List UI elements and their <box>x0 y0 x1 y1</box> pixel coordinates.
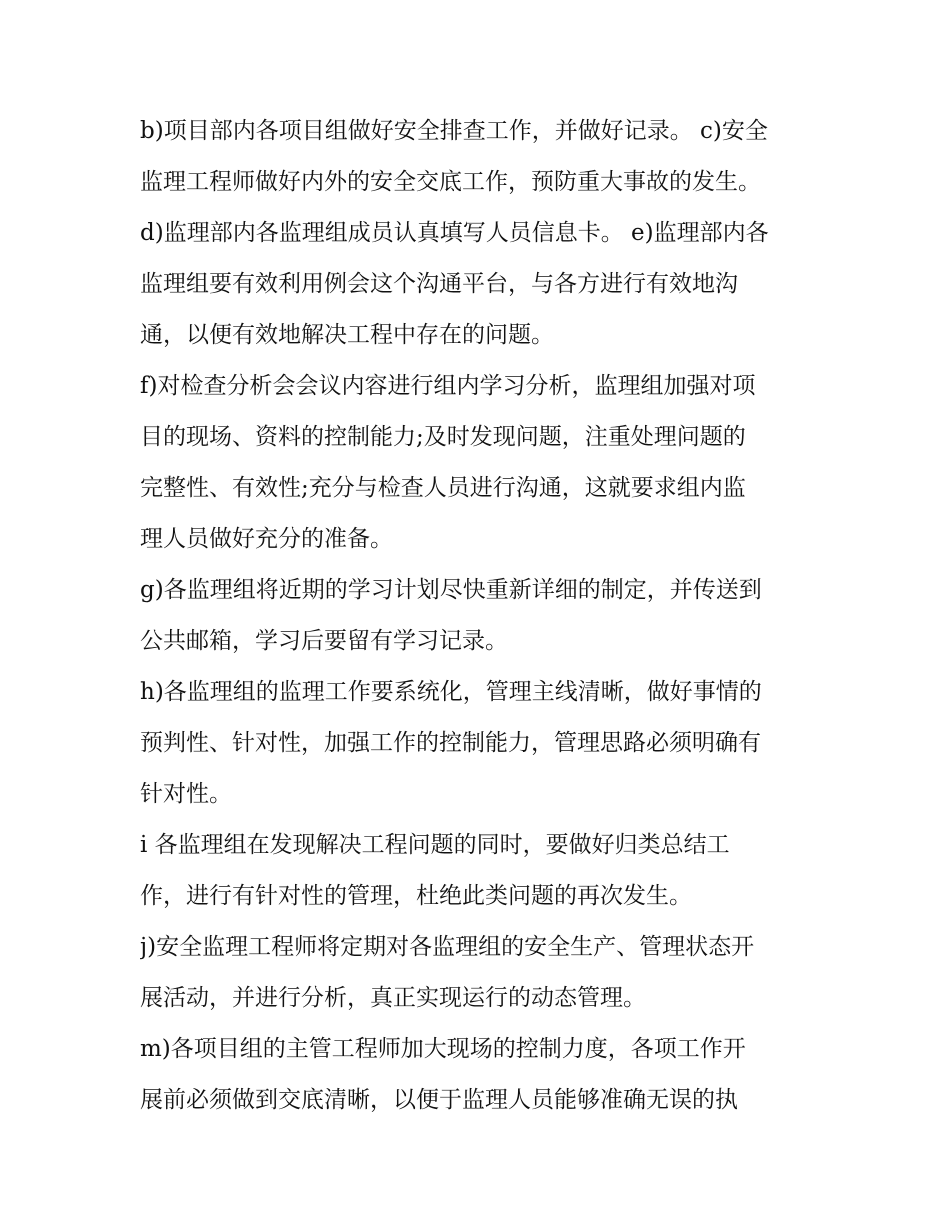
document-body <box>140 106 830 1126</box>
text-line: f)对检查分析会会议内容进行组内学习分析，监理组加强对项 <box>140 373 756 399</box>
text-line: j)安全监理工程师将定期对各监理组的安全生产、管理状态开 <box>140 934 755 960</box>
text-line: 展活动，并进行分析，真正实现运行的动态管理。 <box>140 985 646 1011</box>
text-line: m)各项目组的主管工程师加大现场的控制力度，各项工作开 <box>140 1036 746 1062</box>
text-line: 针对性。 <box>140 781 232 807</box>
text-line: 监理组要有效利用例会这个沟通平台，与各方进行有效地沟 <box>140 271 738 297</box>
text-line: b)项目部内各项目组做好安全排查工作，并做好记录。 c)安全 <box>140 118 768 144</box>
text-line: 目的现场、资料的控制能力;及时发现问题，注重处理问题的 <box>140 424 746 450</box>
text-line: i 各监理组在发现解决工程问题的同时，要做好归类总结工 <box>140 832 730 858</box>
text-line: 监理工程师做好内外的安全交底工作，预防重大事故的发生。 <box>140 169 761 195</box>
text-line: 作，进行有针对性的管理，杜绝此类问题的再次发生。 <box>140 883 692 909</box>
text-line: d)监理部内各监理组成员认真填写人员信息卡。 e)监理部内各 <box>140 220 769 246</box>
text-line: 理人员做好充分的准备。 <box>140 526 393 552</box>
text-line: 公共邮箱，学习后要留有学习记录。 <box>140 628 508 654</box>
text-line: 完整性、有效性;充分与检查人员进行沟通，这就要求组内监 <box>140 475 746 501</box>
text-line: h)各监理组的监理工作要系统化，管理主线清晰，做好事情的 <box>140 679 762 705</box>
text-line: 预判性、针对性，加强工作的控制能力，管理思路必须明确有 <box>140 730 761 756</box>
text-line: g)各监理组将近期的学习计划尽快重新详细的制定，并传送到 <box>140 577 762 603</box>
text-line: 展前必须做到交底清晰，以便于监理人员能够准确无误的执 <box>140 1087 738 1113</box>
text-line: 通，以便有效地解决工程中存在的问题。 <box>140 322 554 348</box>
